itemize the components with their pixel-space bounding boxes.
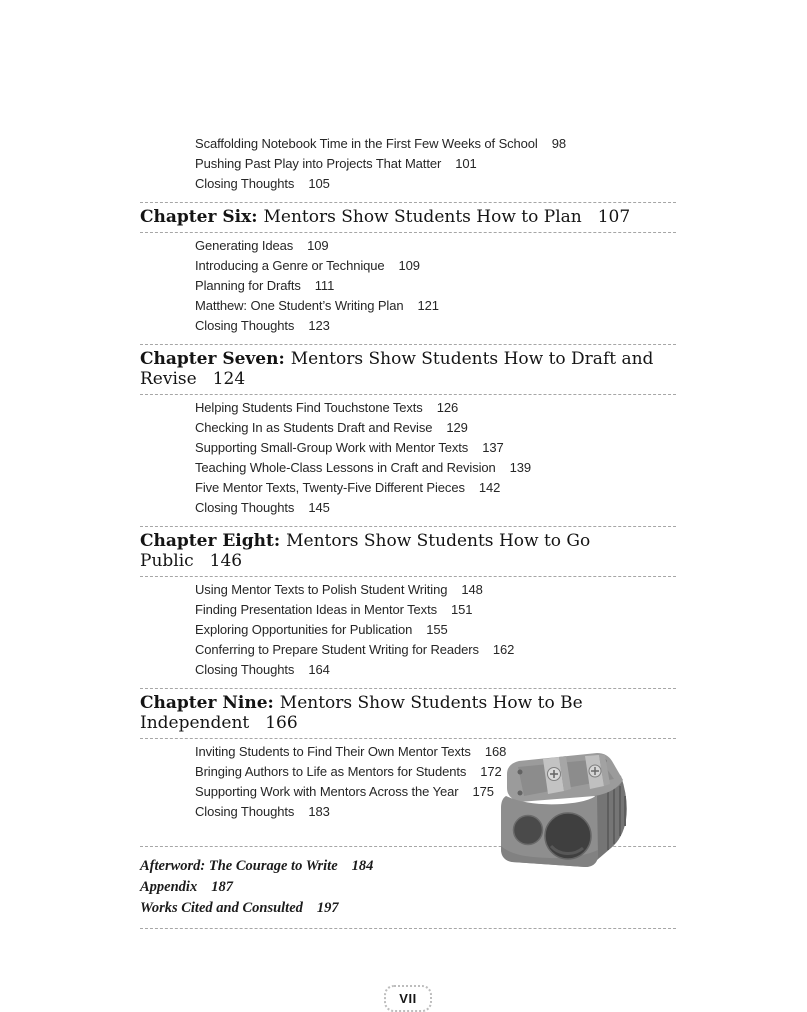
entry-page-number: 168 <box>484 744 507 759</box>
entry-title: Five Mentor Texts, Twenty-Five Different Pieces <box>195 480 465 495</box>
entry-title: Closing Thoughts <box>195 176 295 191</box>
toc-entry <box>140 458 676 478</box>
entry-title: Pushing Past Play into Projects That Matter <box>195 156 442 171</box>
entry-page-number: 162 <box>492 642 515 657</box>
entry-page-number: 129 <box>446 420 468 435</box>
chapter-page-number: 166 <box>265 713 298 733</box>
pencil-sharpener-illustration <box>493 746 635 872</box>
toc-entry <box>140 498 676 518</box>
toc-entry <box>140 620 676 640</box>
entry-page-number: 145 <box>308 500 330 515</box>
chapter-seven-entries <box>140 398 676 518</box>
entry-title: Checking In as Students Draft and Revise <box>195 420 433 435</box>
entry-page-number: 151 <box>450 602 473 617</box>
entry-page-number: 137 <box>482 440 504 455</box>
chapter-page-number: 124 <box>212 369 246 389</box>
entry-page-number: 109 <box>307 238 329 253</box>
entry-title: Supporting Work with Mentors Across the Year <box>195 784 459 799</box>
entry-page-number: 187 <box>211 879 233 895</box>
entry-title: Bringing Authors to Life as Mentors for Students <box>195 764 467 779</box>
toc-entry <box>140 276 676 296</box>
entry-title: Matthew: One Student’s Writing Plan <box>195 298 404 313</box>
folio-page-number: VII <box>384 985 431 1012</box>
entry-title: Closing Thoughts <box>195 500 295 515</box>
chapter-label: Chapter Eight: <box>140 531 281 551</box>
entry-page-number: 105 <box>308 176 330 191</box>
toc-entry <box>140 478 676 498</box>
toc-entry <box>140 316 676 336</box>
chapter-title: Mentors Show Students How to Go Public <box>140 531 591 571</box>
entry-title: Afterword: The Courage to Write <box>140 858 338 874</box>
entry-title: Supporting Small-Group Work with Mentor Texts <box>195 440 469 455</box>
entry-title: Scaffolding Notebook Time in the First Few Weeks of School <box>195 136 538 151</box>
toc-entry <box>140 154 676 174</box>
entry-title: Helping Students Find Touchstone Texts <box>195 400 423 415</box>
entry-page-number: 111 <box>314 278 335 293</box>
entry-page-number: 139 <box>509 460 532 475</box>
entry-title: Planning for Drafts <box>195 278 301 293</box>
back-matter-entry <box>140 877 676 898</box>
chapter-label: Chapter Nine: <box>140 693 274 713</box>
entry-title: Conferring to Prepare Student Writing for Readers <box>195 642 479 657</box>
chapter-title: Mentors Show Students How to Plan <box>263 207 582 227</box>
toc-entry <box>140 600 676 620</box>
entry-title: Closing Thoughts <box>195 318 295 333</box>
entry-page-number: 164 <box>308 662 330 677</box>
toc-entry <box>140 174 676 194</box>
chapter-title: Mentors Show Students How to Draft and Revise <box>140 349 654 389</box>
page-footer <box>140 985 676 1012</box>
toc-entry <box>140 236 676 256</box>
entry-page-number: 98 <box>551 136 566 151</box>
toc-entry <box>140 296 676 316</box>
entry-title: Finding Presentation Ideas in Mentor Texts <box>195 602 437 617</box>
entry-title: Inviting Students to Find Their Own Mentor Texts <box>195 744 471 759</box>
entry-page-number: 148 <box>461 582 483 597</box>
entry-title: Appendix <box>140 879 198 895</box>
chapter-heading-six <box>140 202 676 233</box>
entry-page-number: 101 <box>455 156 477 171</box>
pencil-sharpener-photo <box>493 746 635 872</box>
chapter-page-number: 146 <box>209 551 243 571</box>
entry-page-number: 155 <box>426 622 448 637</box>
entry-page-number: 172 <box>480 764 502 779</box>
toc-entry <box>140 580 676 600</box>
toc-entry <box>140 660 676 680</box>
entry-title: Using Mentor Texts to Polish Student Writing <box>195 582 448 597</box>
chapter-title: Mentors Show Students How to Be Independent <box>140 693 583 733</box>
entry-title: Teaching Whole-Class Lessons in Craft and Revision <box>195 460 496 475</box>
entry-title: Works Cited and Consulted <box>140 900 303 916</box>
chapter-eight-entries <box>140 580 676 680</box>
chapter-page-number: 107 <box>597 207 631 227</box>
entry-page-number: 175 <box>472 784 494 799</box>
entry-title: Closing Thoughts <box>195 804 295 819</box>
toc-entry <box>140 398 676 418</box>
entry-page-number: 126 <box>436 400 459 415</box>
entry-title: Exploring Opportunities for Publication <box>195 622 413 637</box>
toc-entry <box>140 640 676 660</box>
intro-entries <box>140 134 676 194</box>
entry-page-number: 142 <box>478 480 501 495</box>
entry-page-number: 121 <box>417 298 439 313</box>
toc-entry <box>140 438 676 458</box>
toc-entry <box>140 418 676 438</box>
entry-title: Introducing a Genre or Technique <box>195 258 385 273</box>
chapter-six-entries <box>140 236 676 336</box>
chapter-label: Chapter Six: <box>140 207 258 227</box>
chapter-heading-eight <box>140 526 676 577</box>
entry-page-number: 184 <box>351 858 374 874</box>
back-matter-entry <box>140 898 676 919</box>
chapter-heading-seven <box>140 344 676 395</box>
entry-page-number: 109 <box>398 258 420 273</box>
entry-title: Generating Ideas <box>195 238 294 253</box>
entry-title: Closing Thoughts <box>195 662 295 677</box>
chapter-heading-nine <box>140 688 676 739</box>
entry-page-number: 123 <box>308 318 330 333</box>
chapter-label: Chapter Seven: <box>140 349 285 369</box>
entry-page-number: 183 <box>308 804 330 819</box>
toc-entry <box>140 134 676 154</box>
toc-entry <box>140 256 676 276</box>
entry-page-number: 197 <box>316 900 339 916</box>
